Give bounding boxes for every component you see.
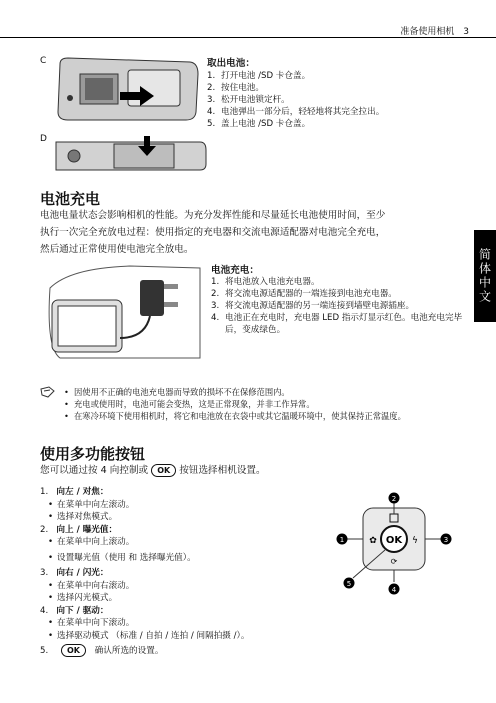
control-dial-diagram: [333, 490, 468, 610]
ok-button-icon: OK: [61, 644, 86, 657]
list-item: 2. 将交流电源适配器的一端连接到电池充电器。: [211, 289, 397, 299]
list-item: 3. 松开电池锁定杆。: [207, 95, 290, 105]
header-title: 准备使用相机: [400, 27, 455, 37]
list-item: 1. 将电池放入电池充电器。: [211, 277, 320, 287]
charger-figure: [40, 258, 210, 368]
camera-battery-figure: [50, 54, 200, 124]
charging-title: 电池充电：: [211, 265, 259, 276]
page-number: 3: [463, 27, 469, 37]
list-item: 5. 盖上电池 /SD 卡仓盖。: [207, 119, 311, 129]
list-item: 1. 向左 / 对焦：: [40, 487, 109, 497]
figure-label-c: C: [40, 56, 47, 66]
list-item: 3. 向右 / 闪光：: [40, 568, 109, 578]
section-heading-charging: 电池充电: [40, 190, 101, 208]
svg-text:5: 5: [346, 580, 352, 588]
charging-notes: [64, 386, 466, 422]
list-item: • 因使用不正确的电池充电器而导致的损坏不在保修范围内。: [64, 386, 466, 398]
note-icon: [40, 386, 56, 398]
list-item: 4. 电池正在充电时，充电器 LED 指示灯显示红色。电池充电完毕后，变成绿色。: [211, 313, 463, 335]
page-header: [400, 24, 469, 37]
camera-bottom-figure: [50, 134, 210, 174]
language-tab: 简体中文: [474, 230, 496, 322]
remove-battery-title: 取出电池：: [207, 58, 255, 69]
list-item: • 在寒冷环境下使用相机时，将它和电池放在衣袋中或其它温暖环境中，使其保持正常温度。: [64, 410, 466, 422]
dial-center-ok: OK: [385, 535, 403, 546]
svg-text:3: 3: [443, 536, 449, 544]
header-rule: [0, 37, 496, 38]
list-item: • 充电或使用时，电池可能会变热，这是正常现象，并非工作异常。: [64, 398, 466, 410]
list-item: 3. 将交流电源适配器的另一端连接到墙壁电源插座。: [211, 301, 415, 311]
multi-intro: 您可以通过按 4 向控制或 OK 按钮选择相机设置。: [40, 465, 266, 476]
drive-icon: ⟳: [390, 557, 398, 566]
section-heading-multi: 使用多功能按钮: [40, 445, 146, 463]
list-item: 4. 电池弹出一部分后，轻轻地将其完全拉出。: [207, 107, 385, 117]
list-item: 2. 向上 / 曝光值：: [40, 524, 118, 535]
list-item: 4. 向下 / 驱动：: [40, 605, 109, 616]
remove-battery-steps: [207, 70, 467, 130]
charging-intro: 电池电量状态会影响相机的性能。为充分发挥性能和尽量延长电池使用时间，至少 执行一次完全充放电过程：使用指定的充电器和交流电源适配器对电池完全充电， 然后通过正常使用使电池完全放电。: [40, 210, 386, 255]
focus-icon: ✿: [369, 536, 377, 546]
svg-text:4: 4: [391, 586, 397, 594]
charging-steps: [211, 276, 466, 336]
svg-text:1: 1: [339, 536, 345, 544]
svg-text:2: 2: [391, 495, 397, 503]
confirm-step: 5. OK 确认所选的设置。: [40, 646, 164, 656]
list-item: 2. 按住电池。: [207, 83, 264, 93]
function-list: 1. 向左 / 对焦： • 在菜单中向左滚动。 • 选择对焦模式。 2. 向上 / 曝光值： • 在菜单中向上滚动。 • 设置曝光值（使用 和 选择曝光值）。 3. 向右 / 闪光： • 在菜单中向右滚动。 • 选择闪光模式。 4. 向下 / 驱动： • 在菜单中向下滚动。 • 选择驱动模式 （标准 / 自拍 / 连拍 / 间隔拍摄 /）。: [40, 486, 370, 642]
list-item: 1. 打开电池 /SD 卡仓盖。: [207, 71, 311, 81]
figure-label-d: D: [40, 134, 47, 144]
ok-button-icon: OK: [151, 464, 176, 477]
flash-icon: ϟ: [412, 536, 418, 546]
